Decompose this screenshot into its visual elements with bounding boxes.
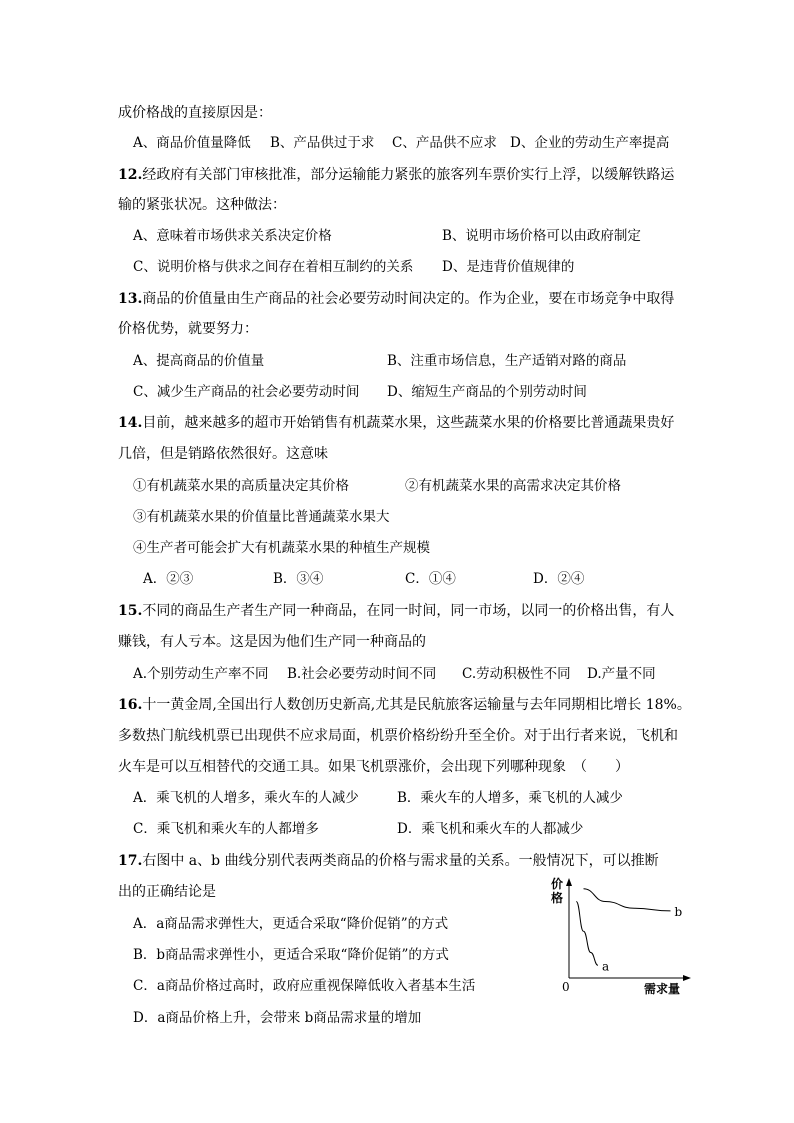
q16-option-c: C．乘飞机和乘火车的人都增多	[133, 821, 319, 837]
q13-stem-line1: 13.商品的价值量由生产商品的社会必要劳动时间决定的。作为企业，要在市场竞争中取得	[118, 291, 675, 307]
q13-option-b: B、注重市场信息，生产适销对路的商品	[387, 353, 627, 369]
q13-stem-line2: 价格优势，就要努力：	[118, 321, 258, 337]
q17-option-b: B．b商品需求弹性小，更适合采取“降价促销”的方式	[133, 947, 449, 963]
q13-option-d: D、缩短生产商品的个别劳动时间	[387, 384, 587, 400]
x-axis-arrow	[683, 975, 691, 981]
q12-stem-line1: 12.经政府有关部门审核批准，部分运输能力紧张的旅客列车票价实行上浮，以缓解铁路运	[118, 167, 675, 183]
q12-option-a: A、意味着市场供求关系决定价格	[133, 228, 332, 244]
q14-statement-2: ②有机蔬菜水果的高需求决定其价格	[405, 478, 621, 494]
q17-option-c: C．a商品价格过高时，政府应重视保障低收入者基本生活	[133, 978, 476, 994]
q14-option-b: B．③④	[273, 571, 324, 587]
q16-option-b: B．乘火车的人增多，乘飞机的人减少	[397, 790, 623, 806]
q12-option-b: B、说明市场价格可以由政府制定	[442, 228, 641, 244]
q11-stem-tail: 成价格战的直接原因是：	[118, 105, 272, 121]
y-axis-label-top: 价	[551, 877, 564, 891]
q11-option-b: B、产品供过于求	[270, 135, 375, 151]
q14-statement-4: ④生产者可能会扩大有机蔬菜水果的种植生产规模	[133, 540, 430, 556]
q16-option-d: D．乘飞机和乘火车的人都减少	[397, 821, 584, 837]
curve-label-b: b	[674, 904, 683, 919]
q15-option-a: A.个别劳动生产率不同	[133, 666, 269, 682]
q16-option-a: A．乘飞机的人增多，乘火车的人减少	[133, 790, 359, 806]
curve-label-a: a	[602, 959, 610, 974]
q17-number: 17.	[118, 853, 143, 869]
q13-number: 13.	[118, 291, 143, 307]
q17-option-a: A．a商品需求弹性大，更适合采取“降价促销”的方式	[133, 916, 449, 932]
q15-option-b: B.社会必要劳动时间不同	[287, 666, 437, 682]
x-axis-label: 需求量	[644, 982, 681, 996]
q16-number: 16.	[118, 697, 143, 713]
price-demand-chart	[540, 875, 700, 1000]
y-axis-arrow	[566, 878, 572, 886]
origin-label: 0	[562, 980, 570, 994]
q15-stem-line2: 赚钱，有人亏本。这是因为他们生产同一种商品的	[118, 634, 426, 650]
q15-stem-line1: 15.不同的商品生产者生产同一种商品，在同一时间，同一市场，以同一的价格出售，有人	[118, 603, 675, 619]
curve-a	[576, 902, 598, 966]
q12-stem-line2: 输的紧张状况。这种做法：	[118, 197, 286, 213]
q12-number: 12.	[118, 167, 143, 183]
q16-stem-line2: 多数热门航线机票已出现供不应求局面，机票价格纷纷升至全价。对于出行者来说，飞机和	[118, 728, 678, 744]
y-axis-label-bottom: 格	[551, 891, 564, 905]
series-layer	[576, 889, 682, 974]
q12-option-c: C、说明价格与供求之间存在着相互制约的关系	[133, 259, 414, 275]
q14-statement-1: ①有机蔬菜水果的高质量决定其价格	[133, 478, 349, 494]
q11-option-d: D、企业的劳动生产率提高	[510, 135, 670, 151]
q15-option-d: D.产量不同	[587, 666, 656, 682]
q17-stem-line1: 17.右图中 a、b 曲线分别代表两类商品的价格与需求量的关系。一般情况下，可以推断	[118, 853, 659, 869]
q14-option-c: C．①④	[405, 571, 456, 587]
q16-stem-line1: 16.十一黄金周,全国出行人数创历史新高,尤其是民航旅客运输量与去年同期相比增长 18%。	[118, 697, 691, 713]
curve-b	[584, 889, 671, 911]
q16-stem-line3: 火车是可以互相替代的交通工具。如果飞机票涨价，会出现下列哪种现象 （ ）	[118, 759, 629, 775]
q17-option-d: D．a商品价格上升，会带来 b商品需求量的增加	[133, 1010, 422, 1026]
q14-statement-3: ③有机蔬菜水果的价值量比普通蔬菜水果大	[133, 509, 390, 525]
q11-option-a: A、商品价值量降低	[133, 135, 251, 151]
q14-option-a: A．②③	[143, 571, 194, 587]
q12-option-d: D、是违背价值规律的	[442, 259, 575, 275]
q14-stem-line2: 几倍，但是销路依然很好。这意味	[118, 446, 328, 462]
q14-number: 14.	[118, 415, 143, 431]
q17-stem-line2: 出的正确结论是	[118, 884, 216, 900]
q14-stem-line1: 14.目前，越来越多的超市开始销售有机蔬菜水果，这些蔬菜水果的价格要比普通蔬果贵好	[118, 415, 675, 431]
q11-option-c: C、产品供不应求	[392, 135, 497, 151]
q13-option-c: C、减少生产商品的社会必要劳动时间	[133, 384, 360, 400]
q13-option-a: A、提高商品的价值量	[133, 353, 265, 369]
q14-option-d: D．②④	[533, 571, 585, 587]
q15-option-c: C.劳动积极性不同	[462, 666, 571, 682]
q15-number: 15.	[118, 603, 143, 619]
